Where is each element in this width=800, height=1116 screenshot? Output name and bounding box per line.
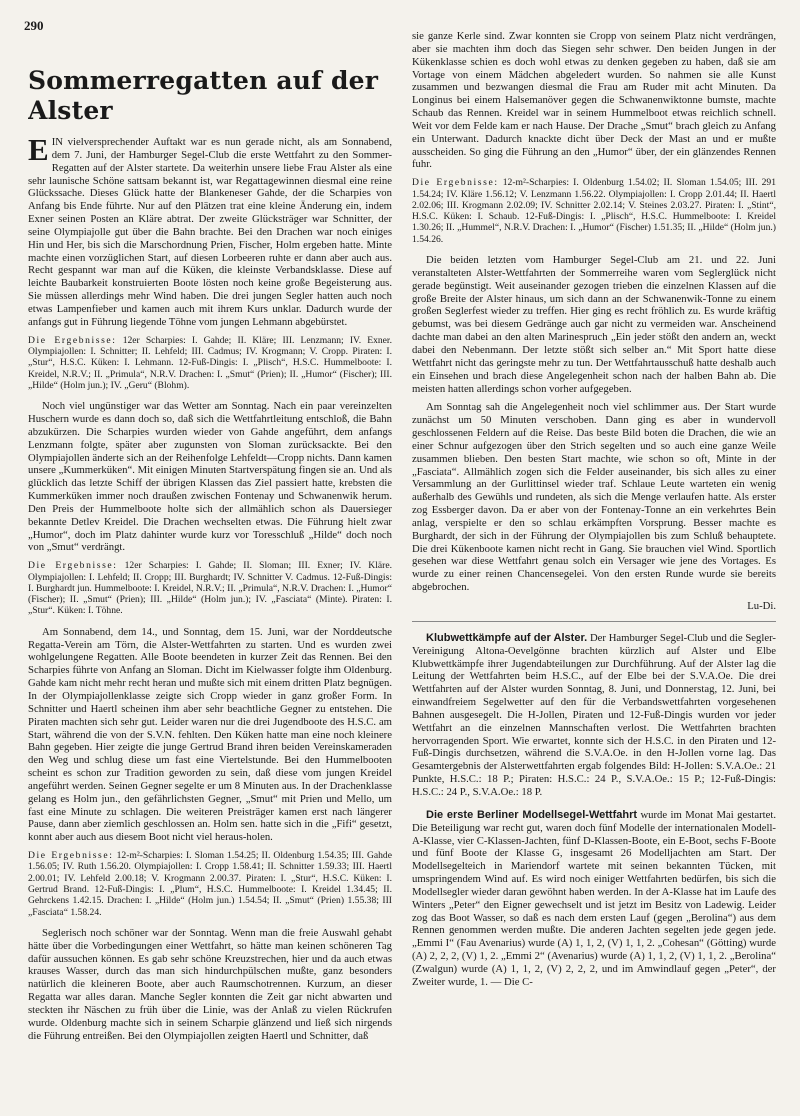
results-text: 12er Scharpies: I. Gahde; II. Sloman; III. Exner; IV. Kläre. Olympiajollen: I. Lehfeld; II. Cropp; III. Burghardt; IV. Schnitter V. Cadmus. 12-Fuß-Dingis: I. Burghardt jun. Hummelboote: I. Kreidel, N.R.V.; II. „Primula“, N.R.V. Drachen: I. „Humor“ (Fischer); II. „Smut“ (Prien); III. „Hilde“ (Holm jun.); IV. „Fasciata“ (Minte). Piraten: I. „Stur“. Küken: I. Töhne. <box>28 560 392 617</box>
article-title: Sommerregatten auf der Alster <box>28 66 379 125</box>
results-text: 12-m²-Scharpies: I. Oldenburg 1.54.02; II. Sloman 1.54.05; III. 291 1.54.24; IV. Kläre 1.56.12; V. Lenzmann 1.56.22. Olympiajollen: I. Cropp 2.01.44; II. Haertl 2.02.06; III. Krogmann 2.02.09; IV. Schnitter 2.02.14; V. Steines 2.03.27. Piraten: I. „Stint“, H.S.C. Küken: I. Schaub. 12-Fuß-Dingis: I. „Plisch“, H.S.C. Hummelboote: I. Kreidel 1.30.26; II. „Hummel“, N.R.V. Drachen: I. „Humor“ (Fischer) 1.51.35; II. „Hilde“ (Holm jun.) 1.54.26. <box>412 177 776 245</box>
paragraph: Die beiden letzten vom Hamburger Segel-Club am 21. und 22. Juni veranstalteten Alster-Wettfahrten der Sommerreihe waren vom Seglerglück nicht gerade begünstigt. Weit auseinander gezogen trieben die einzelnen Klassen auf die große Breite der Alster hinaus, um sich dann an der Schwanenwik-Tonne zu einem großen Seglerfest wieder zu treffen. Hier ging es recht fröhlich zu. Es wurde kräftig gebumst, was bei diesem Gedränge auch gar nicht zu vermeiden war. Anscheinend dachte man dabei an den alten Marinespruch „Ein jeder stößt den andern an, weckt dabei den Nebenmann. Der letzte stößt sich selber an.“ Mit Sport hatte diese Wettfahrt nicht das geringste mehr zu tun. Der Wettfahrtausschuß hatte deshalb auch ein Einsehen und brach diese Angelegenheit schon nach der halben Bahn ab. Die meisten hatten allerdings schon vorher aufgegeben. <box>412 254 776 395</box>
results <box>28 560 392 616</box>
paragraph: Noch viel ungünstiger war das Wetter am Sonntag. Nach ein paar vereinzelten Huschern wurde es dann doch so, daß sich die Wettfahrtleitung entschloß, die Bahn abzukürzen. Die Scharpies wurden wieder von Gahde angeführt, dem anfangs Lenzmann folgte, später aber zugunsten von Sloman zurücksackte. Bei den Olympiajollen änderte sich an der Reihenfolge Lehfeldt—Cropp nichts. Dann kamen unsere „Kummerküken“. Mit einigen Minuten Startverspätung fingen sie an. Und als glücklich das letzte Schiff der übrigen Klassen das Ziel passiert hatte, krebsten die Kummerküken immer noch draußen zwischen Fontenay und Schwanenwik herum. Den Preis der Hummelboote holte sich der allmählich schon als Dauersieger bekannte Detlev Kreidel. Die Drachen wechselten etwas. Die Führung hielt zwar „Humor“, doch im Platz dahinter wurde kurz vor Toresschluß „Hilde“ doch noch von „Smut“ verdrängt. <box>28 400 392 554</box>
results-label: Die Ergebnisse: <box>412 177 499 189</box>
results <box>28 335 392 391</box>
section-title: Die erste Berliner Modellsegel-Wettfahrt <box>426 808 638 821</box>
columns <box>28 30 776 1110</box>
page-number: 290 <box>24 18 44 33</box>
paragraph <box>28 132 392 329</box>
section-klubwettkaempfe <box>412 632 776 799</box>
left-column <box>28 30 392 1110</box>
results <box>28 850 392 918</box>
section-title: Klubwettkämpfe auf der Alster. <box>426 631 588 644</box>
author-signature: Lu-Di. <box>747 600 776 612</box>
paragraph: Am Sonntag sah die Angelegenheit noch viel schlimmer aus. Der Start wurde zunächst um 50 Minuten verschoben. Dann ging es aber in wundervoll geschlossenen Feldern auf die Reise. Das beste Bild boten die Drachen, die wie an einer Schnur aufgezogen über den Strich segelten und so auch eine ganze Weile zusammen blieben. Den besten Start machte, wie schon so oft, Minte in der „Fasciata“. Allmählich zogen sich die Felder auseinander, bis sich alles zu einer Versammlung an der Gurlittinsel wieder traf. Schlaue Leute warteten ein wenig außerhalb des Gewühls und rundeten, als sich die Menge verlaufen hatte. Als erster zog Essberger davon. Da er aber von der Fontenay-Tonne an ein verkehrtes Bein anlag, verspielte er den so schlau erkämpften Vorsprung. Besser machte es Burghardt, der sich in der Führung der Olympiajollen bis zum Schluß behauptete. Die drei Kükenboote kamen nicht recht in Gang. Sie brauchen viel Wind. Sportlich gesehen war diese Wettfahrt genau solch ein Versager wie jene des Vortages. Es wurde zu einer reinen Chancensegelei. Von den ersten Runde wurde sie bereits abgebrochen. <box>412 401 776 594</box>
section-text: Der Hamburger Segel-Club und die Segler-Vereinigung Altona-Oevelgönne brachten kürzlich auf Alster und Elbe Klubwettkämpfe ihrer Jugendabteilungen zur Durchführung. Auf der Alster lag die Leitung der Wettfahrten beim H.S.C., auf der Elbe bei der S.V.A.Oe. Die drei Wettfahrten auf der Alster wurden Sonntag, 8. Juni, und Donnerstag, 12. Juni, bei einwandfreiem Segelwetter auf den für die Verbandswettfahrten vorgesehenen Bahnen ausgesegelt. Die H-Jollen, Piraten und 12-Fuß-Dingis wurden vor jeder Wettfahrt an die einzelnen Mannschaften verlost. Die Wettfahrten brachten hervorragenden Sport. Wie erwartet, konnte sich der H.S.C. in den Piraten und 12-Fuß-Dingis durchsetzen, während die S.V.A.Oe. in den H-Jollen vorne lag. Das Gesamtergebnis der Alsterwettfahrten ergab folgendes Bild: H-Jollen: S.V.A.Oe.: 21 Punkte, H.S.C.: 18 P.; Piraten: H.S.C.: 24 P., S.V.A.Oe.: 15 P.; 12-Fuß-Dingis: H.S.C.: 24 P., S.V.A.Oe.: 18 P. <box>412 631 776 798</box>
results-text: 12er Scharpies: I. Gahde; II. Kläre; III. Lenzmann; IV. Exner. Olympiajollen: I. Schnitter; II. Lehfeld; III. Cadmus; IV. Krogmann; V. Cropp. Piraten: I. „Stur“, H.S.C. Küken: I. Lehmann. 12-Fuß-Dingis: I. „Plisch“, H.S.C. Hummelboote: I. Kreidel, N.R.V.; II. „Primula“, N.R.V. Drachen: I. „Smut“ (Prien); II. „Humor“ (Fischer); III. „Hilde“ (Holm jun.); IV. „Geru“ (Blohm). <box>28 334 392 391</box>
section-modellsegel <box>412 809 776 989</box>
right-column <box>412 30 776 1110</box>
paragraph: sie ganze Kerle sind. Zwar konnten sie Cropp von seinem Platz nicht verdrängen, aber sie machten ihm doch das Siegen sehr schwer. Den beiden Jungen in der Kükenklasse schien es doch wohl etwas zu denken gegeben zu haben, daß sie am Vortage von einem Mädchen abgeledert wurden. So nahmen sie alle Kunst zusammen und bezwangen diesmal die Frau am Ruder mit acht Minuten. Da Longinus bei einem Halsemanöver gegen die Schwanenwiktonne bumste, machte Schaub das Rennen. Kreidel war in seinem Hummelboot etwas reichlich schnell. Weit vor dem Felde kam er nach Hause. Der Drache „Smut“ brach gleich zu Anfang ein Unterwant. Dadurch knackte dicht über Deck der Mast an und er mußte ausscheiden. So ging die Führung an den „Humor“ über, der ein glänzendes Rennen fuhr. <box>412 30 776 171</box>
drop-cap: E <box>28 132 49 167</box>
paragraph: Am Sonnabend, dem 14., und Sonntag, dem 15. Juni, war der Norddeutsche Regatta-Verein am Törn, die Alster-Wettfahrten zu starten. Und es wurden zwei wohlgelungene Regatten. Alle Boote beendeten in kurzer Zeit das Rennen. Bei den Scharpies führte von Anfang an Sloman. Dicht im Kielwasser folgte ihm Oldenburg. Gahde kam nicht mehr recht heran und mußte sich mit einem dritten Platz begnügen. In der Olympiajollenklasse zeigte sich Cropp wieder in ganz großer Form. In Schnitter und Haertl scheinen ihm aber sehr beachtliche Gegner zu entstehen. Die Piraten machten sich sehr gut. Leider waren nur die drei Jugendboote des H.S.C. am Start, während die von der S.V.N. fehlten. Den Küken hatte man eine noch kleinere Bahn gegeben. Hier zeigte die junge Gertrud Brand ihren beiden Vereinskameraden den Weg und schlug diese um fast eine Viertelstunde. Bei den Hummelbooten scheint es schon zur Tradition geworden zu sein, daß diese vom jungen Kreidel angeführt werden. Seinen Gegner segelte er um 8 Minuten aus. In der Drachenklasse gelang es Holm jun., den gefährlichsten Gegner, „Smut“ mit Prien und Mello, um fast eine Minute zu schlagen. Die weiteren Preisträger kamen erst nach längerer Pause, dann aber ziemlich geschlossen an. Holm sen. hatte sich in die „Fifi“ gesetzt, konnt aber auch aus diesem Boot nicht viel heraus-holen. <box>28 625 392 844</box>
paragraph-text: IN vielversprechender Auftakt war es nun gerade nicht, als am Sonnabend, dem 7. Juni, der Hamburger Segel-Club die erste Wettfahrt zu den Sommer-Regatten auf der Alster startete. Da weiterhin unsere liebe Frau Alster als eine sehr launische Schöne sattsam bekannt ist, war Regattagewinnen diesmal eine reine Glückssache. Dieses Glück hatte der Blankeneser Gahde, der die Scharpies von Anfang bis Ende führte. Nur auf den Plätzen trat eine kleine Änderung ein, indem Exner seinen Posten an Kläre abtrat. Der zweite Glücksträger war Schnitter, der seine Olympiajolle gut über die Bahn brachte. Bei den Drachen war noch einiges Hin und Her, bis sich die Marschordnung Prien, Fischer, Holm ergeben hatte. Minte machte einen vorzüglichen Start, auf diesen Lorbeeren ruhte er dann aber auch aus. Recht gespannt war man auf die Küken, die kleinste Verbandsklasse. Diese auf leichte Baubarkeit konstruierten Boote lösten noch keine große Begeisterung aus. Sie müssen allerdings mehr Wind haben. Die drei jungen Segler hatten auch noch etwas Lampenfieber und kamen auch mit ihrem Kurs unklar. Dadurch wurde der anfangs gut in Führung liegende Töhne vom jungen Lehmann abgebürstet. <box>28 136 392 328</box>
results-label: Die Ergebnisse: <box>28 560 118 572</box>
section-text: wurde im Monat Mai gestartet. Die Beteiligung war recht gut, waren doch fünf Modelle der internationalen Modell-A-Klasse, vier C-Klassen-Jachten, fünf D-Klassen-Boote, ein E-Boot, sechs F-Boote und fünf Boote der Klasse G, insgesamt 26 Modelljachten am Start. Der Modellsegelteich in Mariendorf wartete mit seinen bekannten Tücken, mit umspringendem Wind auf. Es wird noch einiger Wettfahrten bedürfen, bis sich die Modellsegler wieder daran gewöhnt haben werden. In der A-Klasse hat im Laufe des Winters „Peter“ den Eigner gewechselt und ist jetzt im Besitz von Ladewig. Leider zog das Boot Wasser, so daß es nach dem ersten Lauf (gegen „Berolina“) aus dem Rennen genommen werden mußte. Die anderen Jachten segelten jede gegen jede. „Emmi I“ (Fau Avenarius) wurde (A) 1, 1, 2, (V) 1, 1, 2. „Cohesan“ (Götting) wurde (A) 2, 2, 2, (V) 1, 2. „Emmi 2“ (Avenarius) wurde (A) 1, 1, 2, (V) 1, 1, 2. „Berolina“ (Zwalgun) wurde (A) 1, 1, 2, (V) 2, 2, 2, und im Amwindlauf gegen „Peter“, der Zweiter wurde, 1. — Die C- <box>412 808 776 988</box>
results-text: 12-m²-Scharpies: I. Sloman 1.54.25; II. Oldenburg 1.54.35; III. Gahde 1.56.05; IV. Ruth 1.56.20. Olympiajollen: I. Cropp 1.58.41; II. Schnitter 1.59.33; III. Haertl 2.00.01; IV. Lehfeld 2.00.18; V. Krogmann 2.00.37. Piraten: I. „Stur“, H.S.C. Küken: I. Gertrud Brand. 12-Fuß-Dingis: I. „Plum“, H.S.C. Hummelboote: I. Kreidel 1.34.45; II. Gehrckens 1.42.15. Drachen: I. „Hilde“ (Holm jun.) 1.54.54; II. „Smut“ (Prien) 1.55.38; III „Fasciata“ 1.58.24. <box>28 850 392 918</box>
results <box>412 177 776 245</box>
paragraph: Seglerisch noch schöner war der Sonntag. Wenn man die freie Auswahl gehabt hätte über die Vorbedingungen einer Wettfahrt, so hätte man keinen schöneren Tag dafür aussuchen können. Es gab sehr schöne Kreuzstrechen, hier und da auch etwas krauses Wasser, durch das man sich hindurchpülschen mußte, ganz besonders natürlich die kleineren Boote, aber auch Raumschotrennen. Kurzum, an dieser Regatta war alles daran. Manche Segler konnten die Zeit gar nicht abwarten und steckten ihr Näschen zu früh über die Linie, was der Anlaß zu vielen Rückrufen wurde. Oldenburg machte sich in seinem Scharpie glänzend und ließ sich nirgends die Führung entreißen. Bei den Olympiajollen zeigten Haertl und Schnitter, daß <box>28 926 392 1042</box>
results-label: Die Ergebnisse: <box>28 334 117 346</box>
section-divider <box>412 621 776 622</box>
results-label: Die Ergebnisse: <box>28 850 114 862</box>
